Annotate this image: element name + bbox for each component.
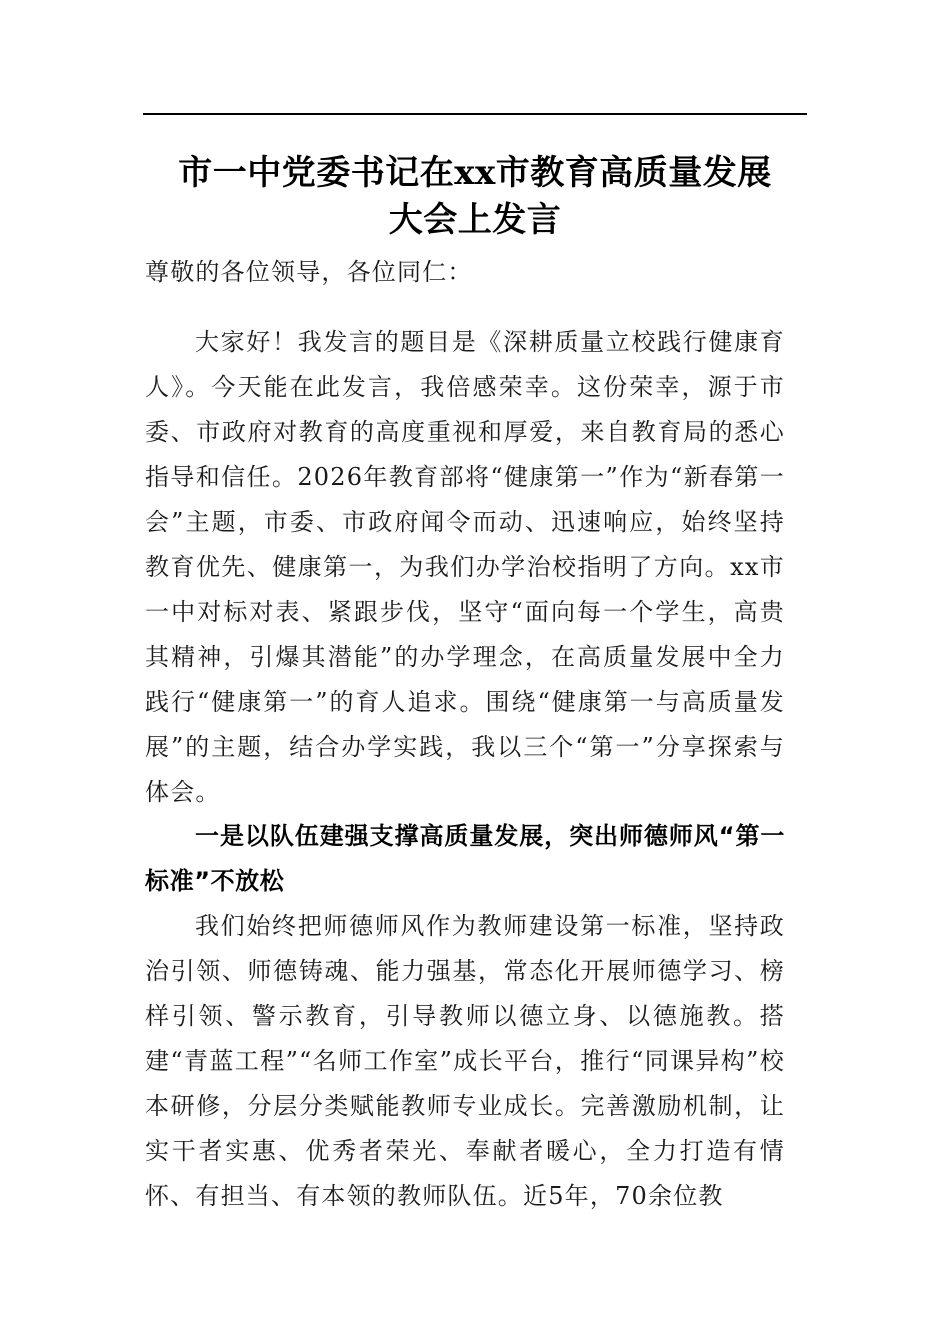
paragraph-section-1: 我们始终把师德师风作为教师建设第一标准，坚持政治引领、师德铸魂、能力强基，常态化开展师德学习、榜样引领、警示教育，引导教师以德立身、以德施教。搭建“青蓝工程”“名师工作室”成长平台，推行“同课异构”校本研修，分层分类赋能教师专业成长。完善激励机制，让实干者实惠、优秀者荣光、奉献者暖心，全力打造有情怀、有担当、有本领的教师队伍。近5年，70余位教 [145,912,785,1210]
header-rule [143,113,807,115]
document-title [143,150,807,244]
title-line-2: 大会上发言 [388,200,562,240]
section-heading-1: 一是以队伍建强支撑高质量发展，突出师德师风“第一标准”不放松 [145,822,785,895]
salutation: 尊敬的各位领导，各位同仁： [145,258,473,286]
paragraph-intro: 大家好！我发言的题目是《深耕质量立校践行健康育人》。今天能在此发言，我倍感荣幸。这份荣幸，源于市委、市政府对教育的高度重视和厚爱，来自教育局的悉心指导和信任。2026年教育部将“健康第一”作为“新春第一会”主题，市委、市政府闻令而动、迅速响应，始终坚持教育优先、健康第一，为我们办学治校指明了方向。xx市一中对标对表、紧跟步伐，坚守“面向每一个学生，高贵其精神，引爆其潜能”的办学理念，在高质量发展中全力践行“健康第一”的育人追求。围绕“健康第一与高质量发展”的主题，结合办学实践，我以三个“第一”分享探索与体会。 [145,328,785,806]
title-line-1: 市一中党委书记在xx市教育高质量发展 [178,153,772,193]
